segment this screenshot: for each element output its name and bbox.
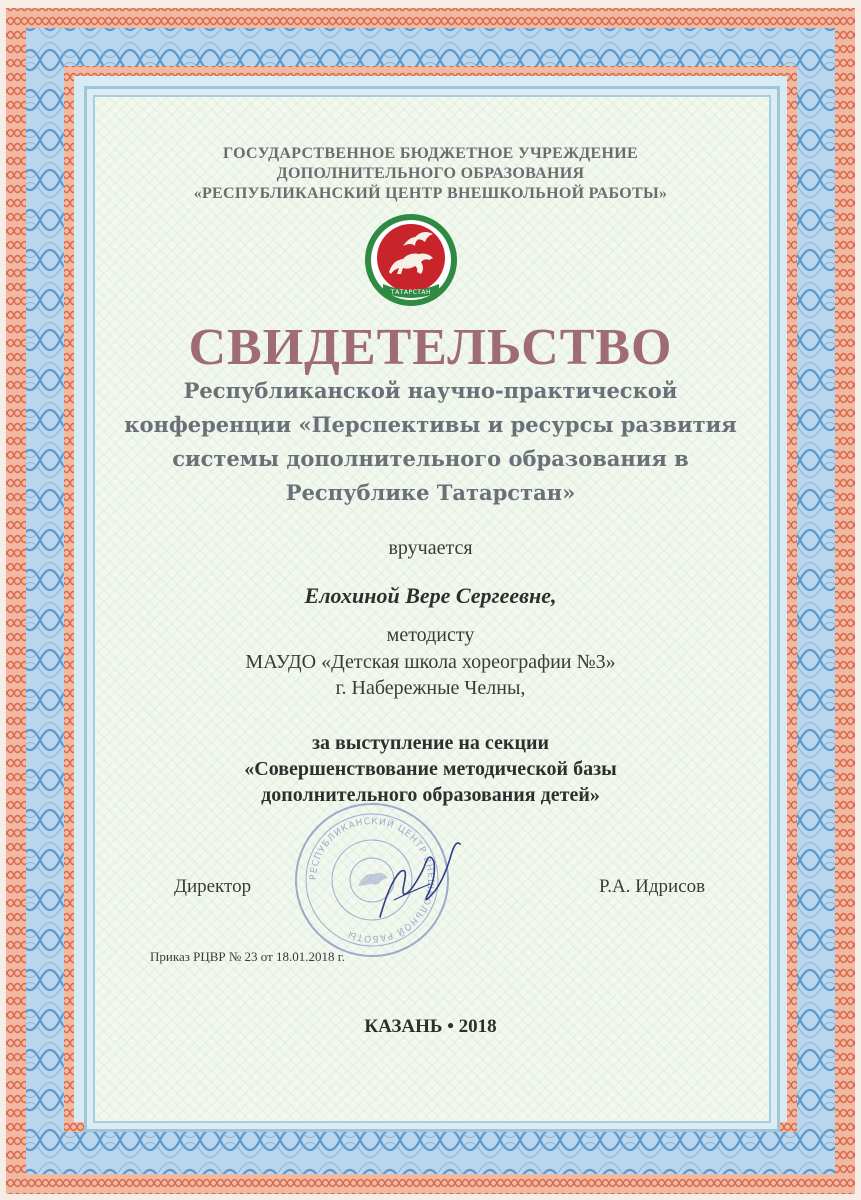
recipient-city: г. Набережные Челны, <box>335 677 526 699</box>
conference-line-2: конференции «Перспективы и ресурсы развития <box>124 412 737 437</box>
reason-line-1: за выступление на секции <box>311 732 550 754</box>
footer-city-year: КАЗАНЬ • 2018 <box>364 1016 497 1037</box>
certificate-title: СВИДЕТЕЛЬСТВО <box>188 319 673 376</box>
order-reference: Приказ РЦВР № 23 от 18.01.2018 г. <box>150 949 345 964</box>
header-line-2: ДОПОЛНИТЕЛЬНОГО ОБРАЗОВАНИЯ <box>276 165 585 182</box>
svg-text:ТАТАРСТАН: ТАТАРСТАН <box>390 289 432 296</box>
conference-line-3: системы дополнительного образования в <box>172 446 689 471</box>
director-role: Директор <box>174 876 252 897</box>
awarded-label: вручается <box>388 537 473 559</box>
recipient-position: методисту <box>386 624 475 646</box>
reason-line-3: дополнительного образования детей» <box>261 784 600 806</box>
header-line-3: «РЕСПУБЛИКАНСКИЙ ЦЕНТР ВНЕШКОЛЬНОЙ РАБОТЫ» <box>193 185 668 202</box>
reason-line-2: «Совершенствование методической базы <box>244 758 617 780</box>
director-name: Р.А. Идрисов <box>599 876 706 897</box>
recipient-name: Елохиной Вере Сергеевне, <box>304 583 557 608</box>
conference-line-4: Республике Татарстан» <box>285 480 576 505</box>
conference-line-1: Республиканской научно-практической <box>183 378 678 403</box>
recipient-organization: МАУДО «Детская школа хореографии №3» <box>245 651 616 673</box>
header-line-1: ГОСУДАРСТВЕННОЕ БЮДЖЕТНОЕ УЧРЕЖДЕНИЕ <box>223 145 638 162</box>
tatarstan-emblem-icon <box>363 212 459 308</box>
svg-text:РЕСПУБЛИКАНСКИЙ ЦЕНТР ВНЕШКОЛЬ: РЕСПУБЛИКАНСКИЙ ЦЕНТР ВНЕШКОЛЬНОЙ РАБОТЫ <box>308 816 436 944</box>
director-signature <box>360 822 470 932</box>
